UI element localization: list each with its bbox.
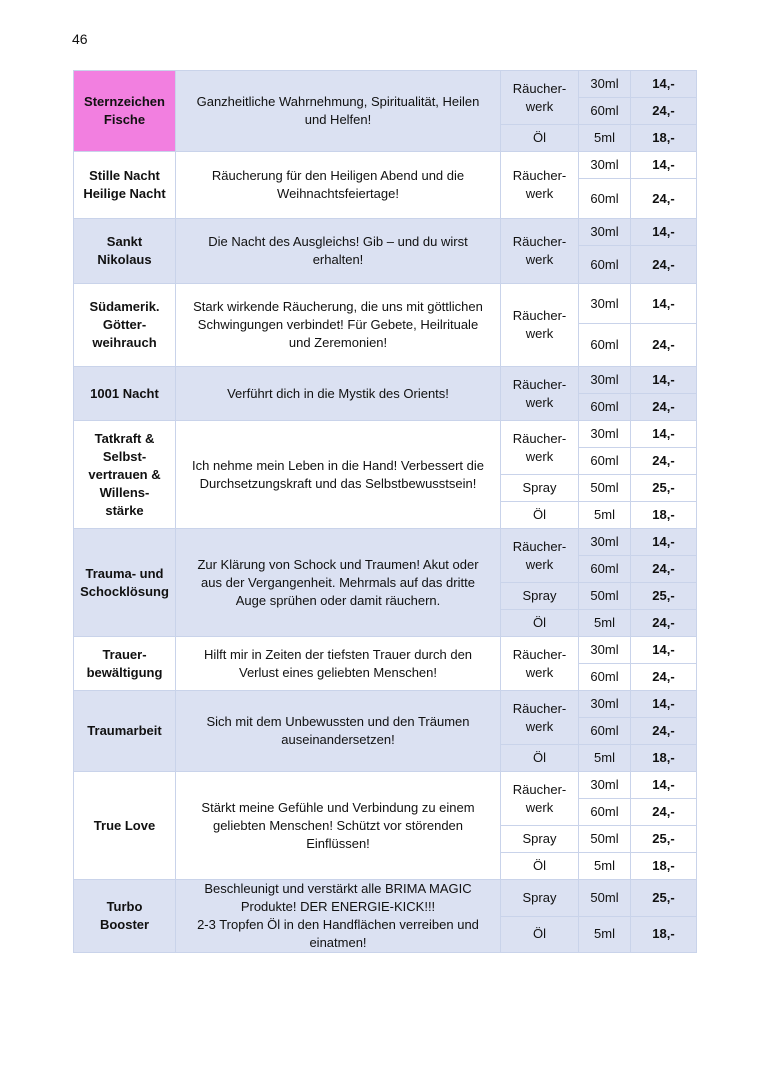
product-price-table bbox=[73, 70, 697, 953]
product-price: 18,- bbox=[631, 745, 697, 772]
product-name: Tatkraft & Selbst- vertrauen & Willens- stärke bbox=[74, 421, 176, 529]
product-size: 5ml bbox=[579, 853, 631, 880]
product-price: 14,- bbox=[631, 529, 697, 556]
product-name: Sternzeichen Fische bbox=[74, 71, 176, 152]
product-size: 60ml bbox=[579, 394, 631, 421]
product-size: 60ml bbox=[579, 448, 631, 475]
table-row bbox=[74, 772, 697, 799]
product-price: 24,- bbox=[631, 664, 697, 691]
product-type: Öl bbox=[501, 745, 579, 772]
product-size: 50ml bbox=[579, 826, 631, 853]
product-type: Spray bbox=[501, 880, 579, 917]
product-price: 24,- bbox=[631, 98, 697, 125]
table-row bbox=[74, 284, 697, 324]
product-name: Turbo Booster bbox=[74, 880, 176, 953]
product-size: 30ml bbox=[579, 772, 631, 799]
product-size: 50ml bbox=[579, 583, 631, 610]
product-description: Verführt dich in die Mystik des Orients! bbox=[176, 367, 501, 421]
product-type: Räucher- werk bbox=[501, 529, 579, 583]
table-row bbox=[74, 152, 697, 179]
product-size: 50ml bbox=[579, 880, 631, 917]
product-description: Ganzheitliche Wahrnehmung, Spiritualität, Heilen und Helfen! bbox=[176, 71, 501, 152]
product-size: 60ml bbox=[579, 718, 631, 745]
product-price: 24,- bbox=[631, 718, 697, 745]
product-price: 24,- bbox=[631, 448, 697, 475]
product-price: 14,- bbox=[631, 772, 697, 799]
product-price: 24,- bbox=[631, 610, 697, 637]
product-name: Sankt Nikolaus bbox=[74, 219, 176, 284]
product-size: 30ml bbox=[579, 71, 631, 98]
product-name: True Love bbox=[74, 772, 176, 880]
product-size: 60ml bbox=[579, 324, 631, 367]
product-type: Räucher- werk bbox=[501, 421, 579, 475]
product-size: 30ml bbox=[579, 421, 631, 448]
product-size: 30ml bbox=[579, 284, 631, 324]
product-price: 18,- bbox=[631, 916, 697, 953]
table-row bbox=[74, 71, 697, 98]
product-description: Stark wirkende Räucherung, die uns mit göttlichen Schwingungen verbindet! Für Gebete, Heilrituale und Zeremonien! bbox=[176, 284, 501, 367]
product-size: 60ml bbox=[579, 799, 631, 826]
table-row bbox=[74, 219, 697, 246]
product-price: 14,- bbox=[631, 367, 697, 394]
product-type: Räucher- werk bbox=[501, 772, 579, 826]
product-description: Die Nacht des Ausgleichs! Gib – und du wirst erhalten! bbox=[176, 219, 501, 284]
product-price: 25,- bbox=[631, 826, 697, 853]
product-price: 24,- bbox=[631, 556, 697, 583]
product-type: Spray bbox=[501, 826, 579, 853]
product-size: 5ml bbox=[579, 916, 631, 953]
product-price: 14,- bbox=[631, 284, 697, 324]
product-size: 30ml bbox=[579, 367, 631, 394]
product-price: 25,- bbox=[631, 583, 697, 610]
table-row bbox=[74, 880, 697, 917]
product-type: Öl bbox=[501, 125, 579, 152]
product-price: 18,- bbox=[631, 125, 697, 152]
product-description: Beschleunigt und verstärkt alle BRIMA MAGIC Produkte! DER ENERGIE-KICK!!! 2-3 Tropfen Öl in den Handflächen verreiben und einatmen! bbox=[176, 880, 501, 953]
product-description: Hilft mir in Zeiten der tiefsten Trauer durch den Verlust eines geliebten Menschen! bbox=[176, 637, 501, 691]
product-price: 14,- bbox=[631, 219, 697, 246]
product-name: Traumarbeit bbox=[74, 691, 176, 772]
product-price: 14,- bbox=[631, 637, 697, 664]
product-price: 14,- bbox=[631, 421, 697, 448]
table-row bbox=[74, 421, 697, 448]
page-number: 46 bbox=[72, 31, 88, 47]
product-price: 14,- bbox=[631, 71, 697, 98]
product-size: 5ml bbox=[579, 502, 631, 529]
product-type: Räucher- werk bbox=[501, 691, 579, 745]
table-row bbox=[74, 529, 697, 556]
product-price: 24,- bbox=[631, 799, 697, 826]
product-size: 5ml bbox=[579, 610, 631, 637]
product-type: Spray bbox=[501, 475, 579, 502]
product-name: Südamerik. Götter- weihrauch bbox=[74, 284, 176, 367]
product-price: 24,- bbox=[631, 394, 697, 421]
product-type: Öl bbox=[501, 916, 579, 953]
product-name: Trauma- und Schocklösung bbox=[74, 529, 176, 637]
product-type: Räucher- werk bbox=[501, 219, 579, 284]
product-description: Räucherung für den Heiligen Abend und die Weihnachtsfeiertage! bbox=[176, 152, 501, 219]
product-description: Zur Klärung von Schock und Traumen! Akut oder aus der Vergangenheit. Mehrmals auf das dritte Auge sprühen oder damit räuchern. bbox=[176, 529, 501, 637]
product-size: 60ml bbox=[579, 98, 631, 125]
product-price: 25,- bbox=[631, 475, 697, 502]
table-row bbox=[74, 637, 697, 664]
product-price: 14,- bbox=[631, 691, 697, 718]
product-size: 30ml bbox=[579, 219, 631, 246]
product-size: 50ml bbox=[579, 475, 631, 502]
product-type: Räucher- werk bbox=[501, 284, 579, 367]
product-size: 5ml bbox=[579, 125, 631, 152]
product-size: 60ml bbox=[579, 664, 631, 691]
table-row bbox=[74, 691, 697, 718]
product-price: 14,- bbox=[631, 152, 697, 179]
product-type: Öl bbox=[501, 853, 579, 880]
product-type: Räucher- werk bbox=[501, 367, 579, 421]
product-size: 30ml bbox=[579, 637, 631, 664]
product-description: Ich nehme mein Leben in die Hand! Verbessert die Durchsetzungskraft und das Selbstbewusstsein! bbox=[176, 421, 501, 529]
product-name: Stille Nacht Heilige Nacht bbox=[74, 152, 176, 219]
product-price: 18,- bbox=[631, 853, 697, 880]
product-type: Spray bbox=[501, 583, 579, 610]
product-price: 25,- bbox=[631, 880, 697, 917]
product-size: 60ml bbox=[579, 556, 631, 583]
product-price: 24,- bbox=[631, 246, 697, 284]
product-type: Räucher- werk bbox=[501, 71, 579, 125]
product-type: Räucher- werk bbox=[501, 637, 579, 691]
product-price: 18,- bbox=[631, 502, 697, 529]
product-description: Stärkt meine Gefühle und Verbindung zu einem geliebten Menschen! Schützt vor störenden Einflüssen! bbox=[176, 772, 501, 880]
product-price: 24,- bbox=[631, 179, 697, 219]
table-row bbox=[74, 367, 697, 394]
product-size: 5ml bbox=[579, 745, 631, 772]
product-name: 1001 Nacht bbox=[74, 367, 176, 421]
product-size: 30ml bbox=[579, 152, 631, 179]
product-type: Öl bbox=[501, 610, 579, 637]
product-size: 60ml bbox=[579, 246, 631, 284]
product-name: Trauer- bewältigung bbox=[74, 637, 176, 691]
product-type: Öl bbox=[501, 502, 579, 529]
product-size: 30ml bbox=[579, 691, 631, 718]
product-type: Räucher- werk bbox=[501, 152, 579, 219]
product-size: 30ml bbox=[579, 529, 631, 556]
product-price: 24,- bbox=[631, 324, 697, 367]
product-description: Sich mit dem Unbewussten und den Träumen auseinandersetzen! bbox=[176, 691, 501, 772]
product-size: 60ml bbox=[579, 179, 631, 219]
